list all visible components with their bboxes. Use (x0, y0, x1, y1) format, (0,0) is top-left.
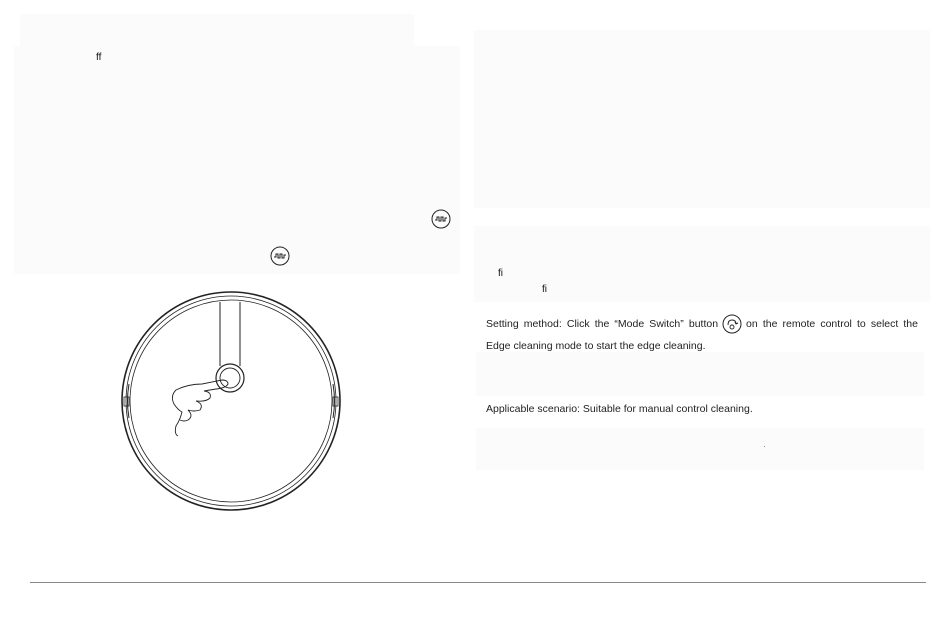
footer-divider (30, 582, 926, 583)
setting-method-text-end: on the remote control to select the Edge cleaning mode to start the edge cleaning. (486, 318, 918, 352)
stray-mark: · (763, 442, 766, 451)
wave-button-icon (270, 246, 290, 266)
robot-vacuum-illustration (118, 288, 344, 514)
ligature-ff: ff (96, 52, 102, 63)
right-note-panel-2 (476, 428, 924, 470)
wave-button-icon (431, 209, 451, 229)
setting-method-paragraph (486, 313, 918, 357)
applicable-scenario-text: Applicable scenario: Suitable for manual control cleaning. (486, 403, 753, 415)
ligature-fi-1: fi (498, 268, 503, 279)
right-note-panel-1 (476, 352, 924, 396)
mode-switch-icon (722, 314, 742, 334)
left-main-panel (14, 46, 460, 274)
ligature-fi-2: fi (542, 284, 547, 295)
setting-method-text-start: Setting method: Click the “Mode Switch” button (486, 318, 719, 330)
right-top-panel (474, 30, 930, 208)
left-top-panel (20, 14, 414, 48)
